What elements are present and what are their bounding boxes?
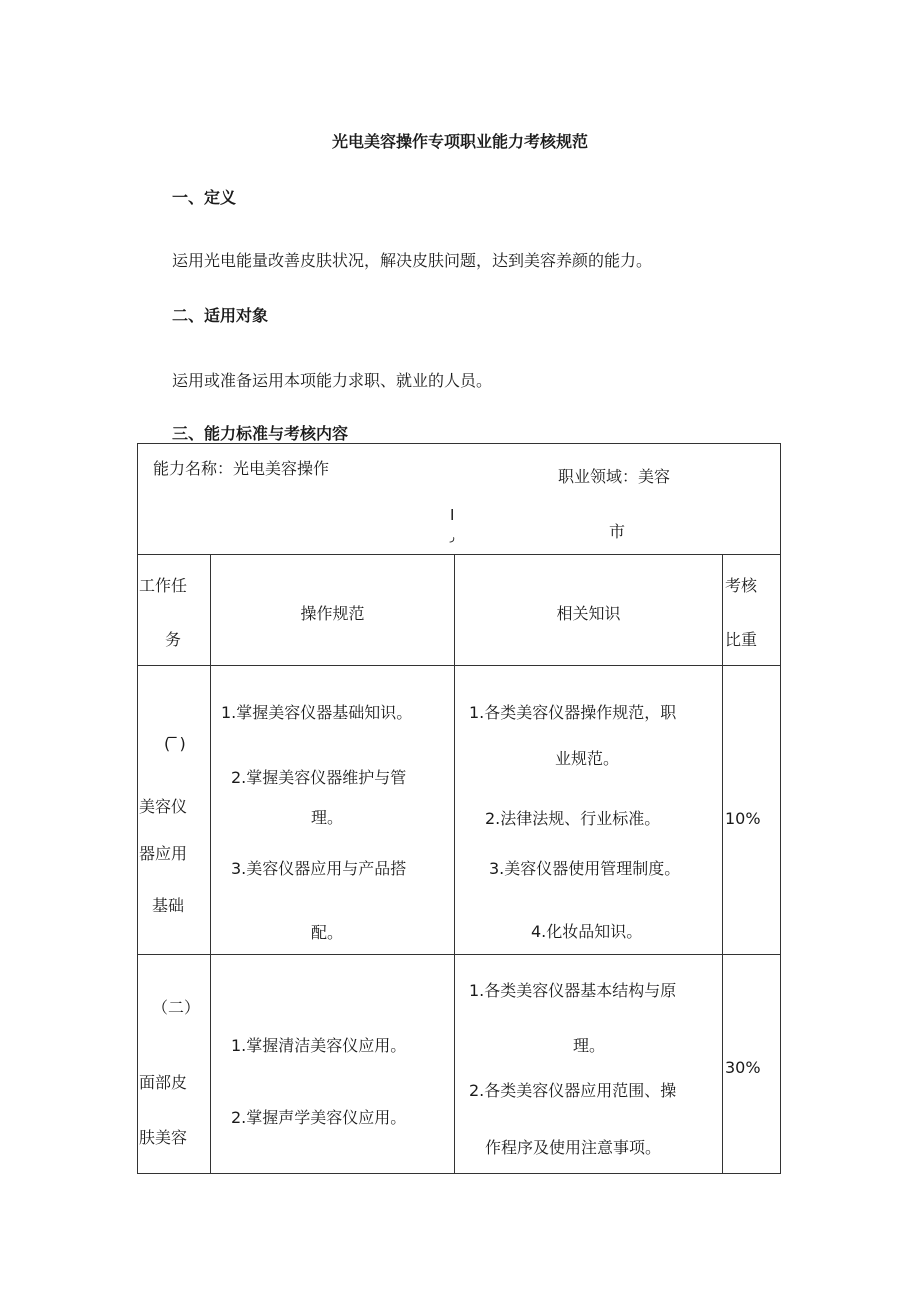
section-body-definition: 运用光电能量改善皮肤状况，解决皮肤问题，达到美容养颜的能力。 <box>172 251 653 270</box>
task-name-line: 面部皮 <box>139 1073 188 1092</box>
stray-mark: 市 <box>609 522 626 541</box>
section-heading-audience: 二、适用对象 <box>172 306 269 325</box>
occupational-field: 职业领域：美容 <box>558 467 671 486</box>
weight-value: 30% <box>725 1058 761 1077</box>
task-name-line: 美容仪 <box>139 797 188 816</box>
table-row <box>138 955 781 1174</box>
document-title: 光电美容操作专项职业能力考核规范 <box>331 132 588 151</box>
knowledge-line: 3.美容仪器使用管理制度。 <box>489 859 681 878</box>
stray-mark: ر <box>450 532 455 543</box>
table-info-row <box>138 444 781 555</box>
col-header-weight: 考核 <box>725 576 758 595</box>
task-number: ( ̅) <box>164 734 189 753</box>
knowledge-line: 理。 <box>573 1036 606 1055</box>
ability-standards-table <box>137 443 781 1174</box>
task-name-line: 肤美容 <box>139 1128 188 1147</box>
spec-line: 配。 <box>311 923 344 942</box>
knowledge-line: 业规范。 <box>555 749 620 768</box>
spec-line: 2.掌握美容仪器维护与管 <box>231 768 407 787</box>
spec-line: 理。 <box>311 808 344 827</box>
stray-mark: I <box>450 506 455 524</box>
section-heading-standards: 三、能力标准与考核内容 <box>172 424 349 443</box>
col-header-task: 工作任 <box>139 576 188 595</box>
col-header-spec: 操作规范 <box>300 604 365 623</box>
table-row <box>138 666 781 955</box>
ability-name: 能力名称：光电美容操作 <box>153 459 330 478</box>
spec-line: 1.掌握清洁美容仪应用。 <box>231 1036 407 1055</box>
col-header-knowledge: 相关知识 <box>556 604 621 623</box>
knowledge-line: 1.各类美容仪器操作规范，职 <box>469 703 677 722</box>
table-header-row <box>138 555 781 666</box>
col-header-task: 务 <box>165 630 182 649</box>
knowledge-line: 2.法律法规、行业标准。 <box>485 809 661 828</box>
spec-line: 1.掌握美容仪器基础知识。 <box>221 703 413 722</box>
weight-value: 10% <box>725 809 761 828</box>
section-body-audience: 运用或准备运用本项能力求职、就业的人员。 <box>172 371 493 390</box>
task-name-line: 器应用 <box>139 844 188 863</box>
knowledge-line: 4.化妆品知识。 <box>531 922 643 941</box>
spec-line: 2.掌握声学美容仪应用。 <box>231 1108 407 1127</box>
knowledge-line: 作程序及使用注意事项。 <box>485 1138 662 1157</box>
section-heading-definition: 一、定义 <box>172 188 237 207</box>
knowledge-line: 1.各类美容仪器基本结构与原 <box>469 981 677 1000</box>
task-number: （二） <box>152 998 201 1017</box>
knowledge-line: 2.各类美容仪器应用范围、操 <box>469 1081 677 1100</box>
spec-line: 3.美容仪器应用与产品搭 <box>231 859 407 878</box>
col-header-weight: 比重 <box>725 630 758 649</box>
task-name-line: 基础 <box>152 896 185 915</box>
